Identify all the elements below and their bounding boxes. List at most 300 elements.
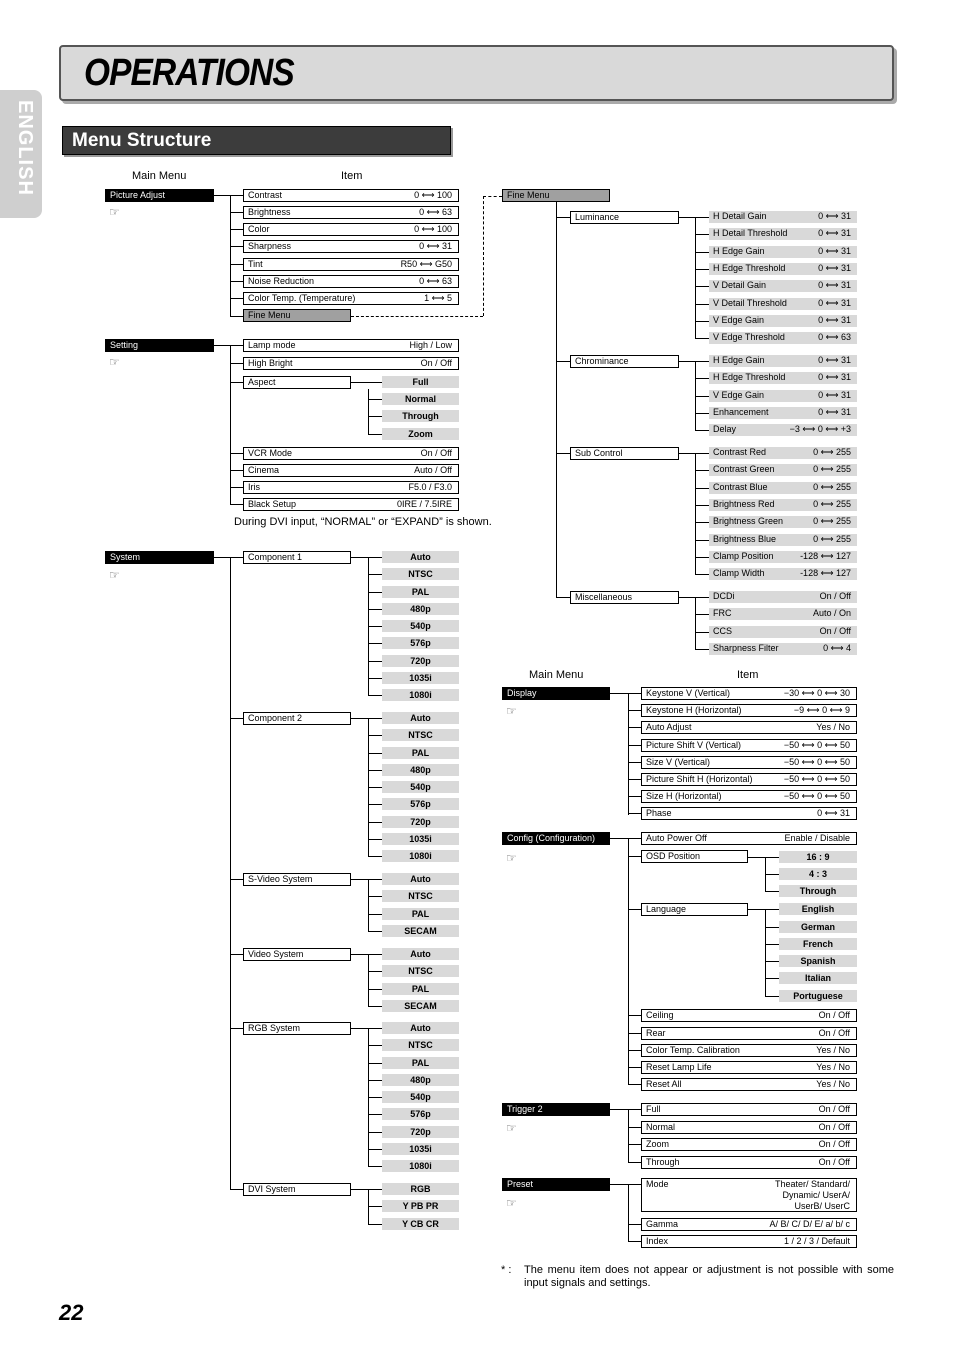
trigger2-item-label: Normal [646,1122,676,1132]
preset-menu-label: Preset [507,1179,534,1189]
config-item-value: Yes / No [816,1062,850,1072]
fine-menu-item[interactable] [709,390,857,402]
system-option[interactable] [382,798,459,810]
picture-adjust-item[interactable] [243,240,459,253]
system-option[interactable] [382,1160,459,1172]
config-item[interactable] [641,1078,857,1091]
hand-icon-label: ☞ [109,205,120,219]
system-option-label: 1035i [409,834,432,844]
config-item[interactable] [641,1061,857,1074]
connector-line [748,857,779,858]
connector-line [679,361,709,362]
fine-menu-group-label: Luminance [575,212,620,222]
hand-icon-label: ☞ [506,704,517,718]
display-item[interactable] [641,807,857,820]
system-option[interactable] [382,1126,459,1138]
connector-line [368,770,382,771]
fine-menu-item[interactable] [709,355,857,367]
system-option-label: NTSC [408,730,433,740]
connector-line [628,1144,641,1145]
display-item[interactable] [641,687,857,700]
language-option[interactable] [779,903,857,915]
connector-line [695,304,709,305]
connector-line [368,1224,382,1225]
section-title: Menu Structure [72,130,212,151]
item-header: Item [341,170,363,182]
picture-adjust-item[interactable] [243,189,459,202]
fine-menu-item-value: 0 ⟷ 31 [818,211,851,221]
connector-line [230,470,243,471]
connector-line [695,470,709,471]
fine-menu-item-value: 0 ⟷ 31 [818,407,851,417]
connector-line [230,363,243,364]
hand-icon [109,568,120,582]
setting-item[interactable] [243,447,459,460]
system-option[interactable] [382,1200,459,1212]
language-option-label: Portuguese [793,991,843,1001]
fine-menu-group[interactable] [570,591,679,604]
connector-line [230,954,243,955]
system-group[interactable] [243,948,351,961]
system-group-label: Video System [248,949,304,959]
config-item[interactable] [641,903,748,916]
fine-menu-item[interactable] [709,551,857,563]
connector-line [628,779,641,780]
system-menu[interactable] [105,551,214,564]
config-menu[interactable] [502,832,610,845]
connector-line [368,931,382,932]
preset-item-value: A/ B/ C/ D/ E/ a/ b/ c [769,1219,850,1229]
config-item[interactable] [641,832,857,845]
display-item[interactable] [641,773,857,786]
system-option-label: PAL [411,748,430,758]
setting-item-label: Iris [248,482,260,492]
fine-menu-item-label: Clamp Position [713,551,774,561]
system-option-label: PAL [411,909,430,919]
system-option-label: PAL [411,1058,430,1068]
fine-menu-item-label: H Edge Threshold [713,372,786,382]
connector-line [368,1080,382,1081]
connector-line [368,609,382,610]
system-group[interactable] [243,1022,351,1035]
connector-line [368,1114,382,1115]
picture-adjust-item-value: 0 ⟷ 63 [419,207,452,217]
connector-line [628,1127,641,1128]
system-option[interactable] [382,781,459,793]
connector-line [695,557,709,558]
connector-line [368,1149,382,1150]
connector-line [695,632,709,633]
system-option[interactable] [382,890,459,902]
fine-menu-item-value: 0 ⟷ 255 [813,516,851,526]
display-item[interactable] [641,739,857,752]
system-group[interactable] [243,1183,351,1196]
fine-menu-item[interactable] [709,516,857,528]
system-option[interactable] [382,833,459,845]
picture-adjust-item-label: Contrast [248,190,283,200]
fine-menu-item[interactable] [709,499,857,511]
system-option-label: 540p [410,621,431,631]
connector-line [695,614,709,615]
connector-line [695,321,709,322]
connector-line [483,196,484,316]
fine-menu-group[interactable] [570,447,679,460]
display-item-label: Picture Shift H (Horizontal) [646,774,753,784]
system-option[interactable] [382,1218,459,1230]
system-option[interactable] [382,603,459,615]
system-option[interactable] [382,816,459,828]
connector-line [628,1184,641,1185]
system-option[interactable] [382,1000,459,1012]
fine-menu-item[interactable] [709,568,857,580]
connector-line [368,787,382,788]
fine-menu-item[interactable] [709,332,857,344]
connector-line [368,574,382,575]
system-group[interactable] [243,712,351,725]
display-menu[interactable] [502,687,610,700]
trigger2-item[interactable] [641,1121,857,1134]
setting-item[interactable] [243,481,459,494]
system-group-label: Component 2 [248,713,303,723]
picture-adjust-item-value: 0 ⟷ 100 [414,190,452,200]
preset-mode-item[interactable] [641,1178,857,1212]
fine-menu-item[interactable] [709,534,857,546]
language-option[interactable] [779,955,857,967]
system-option[interactable] [382,1091,459,1103]
setting-item[interactable] [243,498,459,511]
display-item[interactable] [641,756,857,769]
fine-menu-item-value: 0 ⟷ 31 [818,298,851,308]
connector-line [368,822,382,823]
fine-menu-header[interactable] [502,189,610,202]
language-option[interactable] [779,921,857,933]
fine-menu-item[interactable] [709,263,857,275]
connector-line [695,396,709,397]
fine-menu-item[interactable] [709,591,857,603]
connector-line [368,753,382,754]
picture-adjust-item[interactable] [243,258,459,271]
connector-line [748,909,779,910]
fine-menu-item[interactable] [709,424,857,436]
setting-item[interactable] [243,376,351,389]
fine-menu-item-label: V Detail Gain [713,280,767,290]
fine-menu-item[interactable] [709,246,857,258]
picture-adjust-item[interactable] [243,292,459,305]
language-option-label: German [800,922,835,932]
aspect-option-label: Full [412,377,429,387]
setting-item[interactable] [243,464,459,477]
system-option-label: Auto [410,874,431,884]
trigger2-item-value: On / Off [818,1122,850,1132]
fine-menu-item-value: 0 ⟷ 31 [818,355,851,365]
preset-item[interactable] [641,1235,857,1248]
system-option[interactable] [382,689,459,701]
language-option[interactable] [779,938,857,950]
config-item-value: Enable / Disable [784,833,850,843]
setting-item-value: 0IRE / 7.5IRE [396,499,452,509]
connector-line [368,416,382,417]
connector-line [230,1189,243,1190]
system-option[interactable] [382,1143,459,1155]
system-option[interactable] [382,568,459,580]
system-option-label: Auto [410,1023,431,1033]
system-option[interactable] [382,655,459,667]
connector-line [765,891,779,892]
fine-menu-item-value: 0 ⟷ 255 [813,534,851,544]
fine-menu-item-value: Auto / On [812,608,851,618]
connector-line [628,838,629,1085]
hand-icon-label: ☞ [506,1196,517,1210]
preset-item[interactable] [641,1218,857,1231]
language-option[interactable] [779,972,857,984]
fine-menu-item-label: Contrast Red [713,447,767,457]
system-option[interactable] [382,729,459,741]
connector-line [368,971,382,972]
fine-menu-item[interactable] [709,315,857,327]
osd-position-option-label: 16 : 9 [806,852,830,862]
system-option-label: 1080i [409,690,432,700]
connector-line [368,1006,382,1007]
system-group[interactable] [243,551,351,564]
hand-icon [506,1121,517,1135]
picture-adjust-item[interactable] [243,275,459,288]
config-item-label: Reset All [646,1079,682,1089]
fine-menu-item[interactable] [709,298,857,310]
fine-menu-item-label: H Edge Threshold [713,263,786,273]
system-option-label: Y CB CR [402,1219,439,1229]
picture-adjust-item-label: Sharpness [248,241,292,251]
connector-line [230,229,243,230]
fine-menu-item-label: Contrast Blue [713,482,768,492]
connector-line [368,804,382,805]
osd-position-option[interactable] [779,868,857,880]
system-option[interactable] [382,1183,459,1195]
connector-line [230,453,243,454]
connector-line [556,202,557,598]
config-item[interactable] [641,1009,857,1022]
fine-menu-item[interactable] [709,407,857,419]
system-option[interactable] [382,764,459,776]
fine-menu-item-value: 0 ⟷ 31 [818,280,851,290]
fine-menu-item[interactable] [709,280,857,292]
setting-item-value: On / Off [420,358,452,368]
preset-menu[interactable] [502,1178,610,1191]
system-option[interactable] [382,747,459,759]
connector-line [483,196,502,197]
fine-menu-group-label: Sub Control [575,448,623,458]
setting-item-value: F5.0 / F3.0 [408,482,452,492]
picture-adjust-item[interactable] [243,206,459,219]
fine-menu-item[interactable] [709,211,857,223]
fine-menu-group-label: Chrominance [575,356,629,366]
system-option-label: NTSC [408,966,433,976]
display-item[interactable] [641,721,857,734]
system-option[interactable] [382,637,459,649]
connector-line [628,1224,641,1225]
osd-position-option-label: Through [799,886,837,896]
connector-line [765,944,779,945]
system-option-label: RGB [410,1184,431,1194]
system-option-label: Auto [410,552,431,562]
trigger2-item-label: Zoom [646,1139,670,1149]
system-option[interactable] [382,712,459,724]
fine-menu-item[interactable] [709,482,857,494]
setting-menu[interactable] [105,339,214,352]
aspect-option[interactable] [382,428,459,440]
system-option[interactable] [382,1108,459,1120]
setting-menu-label: Setting [110,340,139,350]
fine-menu-item[interactable] [709,372,857,384]
display-item[interactable] [641,704,857,717]
connector-line [628,1109,641,1110]
fine-menu-item-value: 0 ⟷ 255 [813,499,851,509]
system-option[interactable] [382,1057,459,1069]
fine-menu-item-value: On / Off [819,591,851,601]
fine-menu-item-value: 0 ⟷ 31 [818,246,851,256]
aspect-option[interactable] [382,410,459,422]
aspect-option[interactable] [382,376,459,388]
config-item[interactable] [641,850,748,863]
connector-line [695,430,709,431]
system-option-label: 720p [410,656,431,666]
system-option[interactable] [382,873,459,885]
connector-line [368,1132,382,1133]
display-item-label: Picture Shift V (Vertical) [646,740,742,750]
fine-menu-item[interactable] [709,608,857,620]
system-option[interactable] [382,586,459,598]
picture-adjust-menu[interactable] [105,189,214,202]
fine-menu-group[interactable] [570,355,679,368]
connector-line [628,1084,641,1085]
config-item-label: Ceiling [646,1010,674,1020]
preset-mode-value: Theater/ Standard/ Dynamic/ UserA/ UserB/ UserC [774,1179,850,1211]
picture-adjust-item-label: Brightness [248,207,291,217]
connector-line [351,1028,382,1029]
connector-line [695,413,709,414]
connector-line [368,1166,382,1167]
system-option[interactable] [382,620,459,632]
dvi-note: During DVI input, “NORMAL” or “EXPAND” is shown. [234,516,492,528]
picture-adjust-item-value: 0 ⟷ 63 [419,276,452,286]
system-option-label: 1080i [409,851,432,861]
connector-line [230,557,231,1189]
trigger2-item[interactable] [641,1138,857,1151]
fine-menu-group[interactable] [570,211,679,224]
system-option[interactable] [382,850,459,862]
picture-adjust-item[interactable] [243,223,459,236]
fine-menu-item[interactable] [709,464,857,476]
connector-line [628,762,641,763]
system-option[interactable] [382,1074,459,1086]
connector-line [628,796,641,797]
language-option[interactable] [779,990,857,1002]
fine-menu-item[interactable] [243,309,351,322]
osd-position-option[interactable] [779,885,857,897]
connector-line [628,693,641,694]
connector-line [351,557,382,558]
system-option[interactable] [382,925,459,937]
connector-line [368,434,382,435]
display-item-label: Size V (Vertical) [646,757,711,767]
connector-line [695,338,709,339]
fine-menu-item-label: Sharpness Filter [713,643,779,653]
display-item[interactable] [641,790,857,803]
system-option-label: Y PB PR [402,1201,439,1211]
connector-line [765,961,779,962]
main-menu-header: Main Menu [132,170,187,182]
fine-menu-item-value: 0 ⟷ 255 [813,482,851,492]
trigger2-menu[interactable] [502,1103,610,1116]
connector-line [368,389,369,435]
connector-line [695,269,709,270]
display-item-label: Size H (Horizontal) [646,791,722,801]
system-option[interactable] [382,672,459,684]
system-option[interactable] [382,1022,459,1034]
system-option-label: 1035i [409,673,432,683]
connector-line [368,735,382,736]
setting-item-value: On / Off [420,448,452,458]
system-option-label: 576p [410,638,431,648]
system-option-label: PAL [411,984,430,994]
setting-item[interactable] [243,357,459,370]
fine-menu-item-value: 0 ⟷ 255 [813,447,851,457]
connector-line [628,1241,641,1242]
picture-adjust-item-label: Tint [248,259,263,269]
fine-menu-item-value: 0 ⟷ 31 [818,228,851,238]
setting-item-value: Auto / Off [414,465,452,475]
footnote-text: The menu item does not appear or adjustment is not possible with some input signals and settings. [524,1264,894,1289]
config-item[interactable] [641,1027,857,1040]
picture-adjust-item-value: 0 ⟷ 31 [419,241,452,251]
system-option[interactable] [382,965,459,977]
system-option[interactable] [382,908,459,920]
system-option[interactable] [382,1039,459,1051]
system-option[interactable] [382,948,459,960]
trigger2-item[interactable] [641,1103,857,1116]
connector-line [765,874,779,875]
connector-line [628,1109,629,1162]
connector-line [628,745,641,746]
hand-icon-label: ☞ [506,1121,517,1135]
osd-position-option[interactable] [779,851,857,863]
fine-menu-item[interactable] [709,626,857,638]
display-item-label: Auto Adjust [646,722,692,732]
setting-item[interactable] [243,339,459,352]
fine-menu-item-label: V Edge Gain [713,390,765,400]
fine-menu-item-value: 0 ⟷ 4 [823,643,851,653]
system-option-label: 540p [410,1092,431,1102]
connector-line [628,1050,641,1051]
fine-menu-item[interactable] [709,447,857,459]
hand-icon [109,205,120,219]
display-item-value: −9 ⟷ 0 ⟷ 9 [793,705,850,715]
connector-line [695,252,709,253]
system-option[interactable] [382,551,459,563]
fine-menu-item[interactable] [709,643,857,655]
system-option[interactable] [382,983,459,995]
display-item-label: Keystone H (Horizontal) [646,705,742,715]
config-item-value: On / Off [818,1028,850,1038]
config-item[interactable] [641,1044,857,1057]
connector-line [628,838,641,839]
trigger2-item[interactable] [641,1156,857,1169]
connector-line [230,281,243,282]
item-header: Item [737,669,759,681]
connector-line [368,954,369,1007]
system-group[interactable] [243,873,351,886]
aspect-option[interactable] [382,393,459,405]
fine-menu-item[interactable] [709,228,857,240]
